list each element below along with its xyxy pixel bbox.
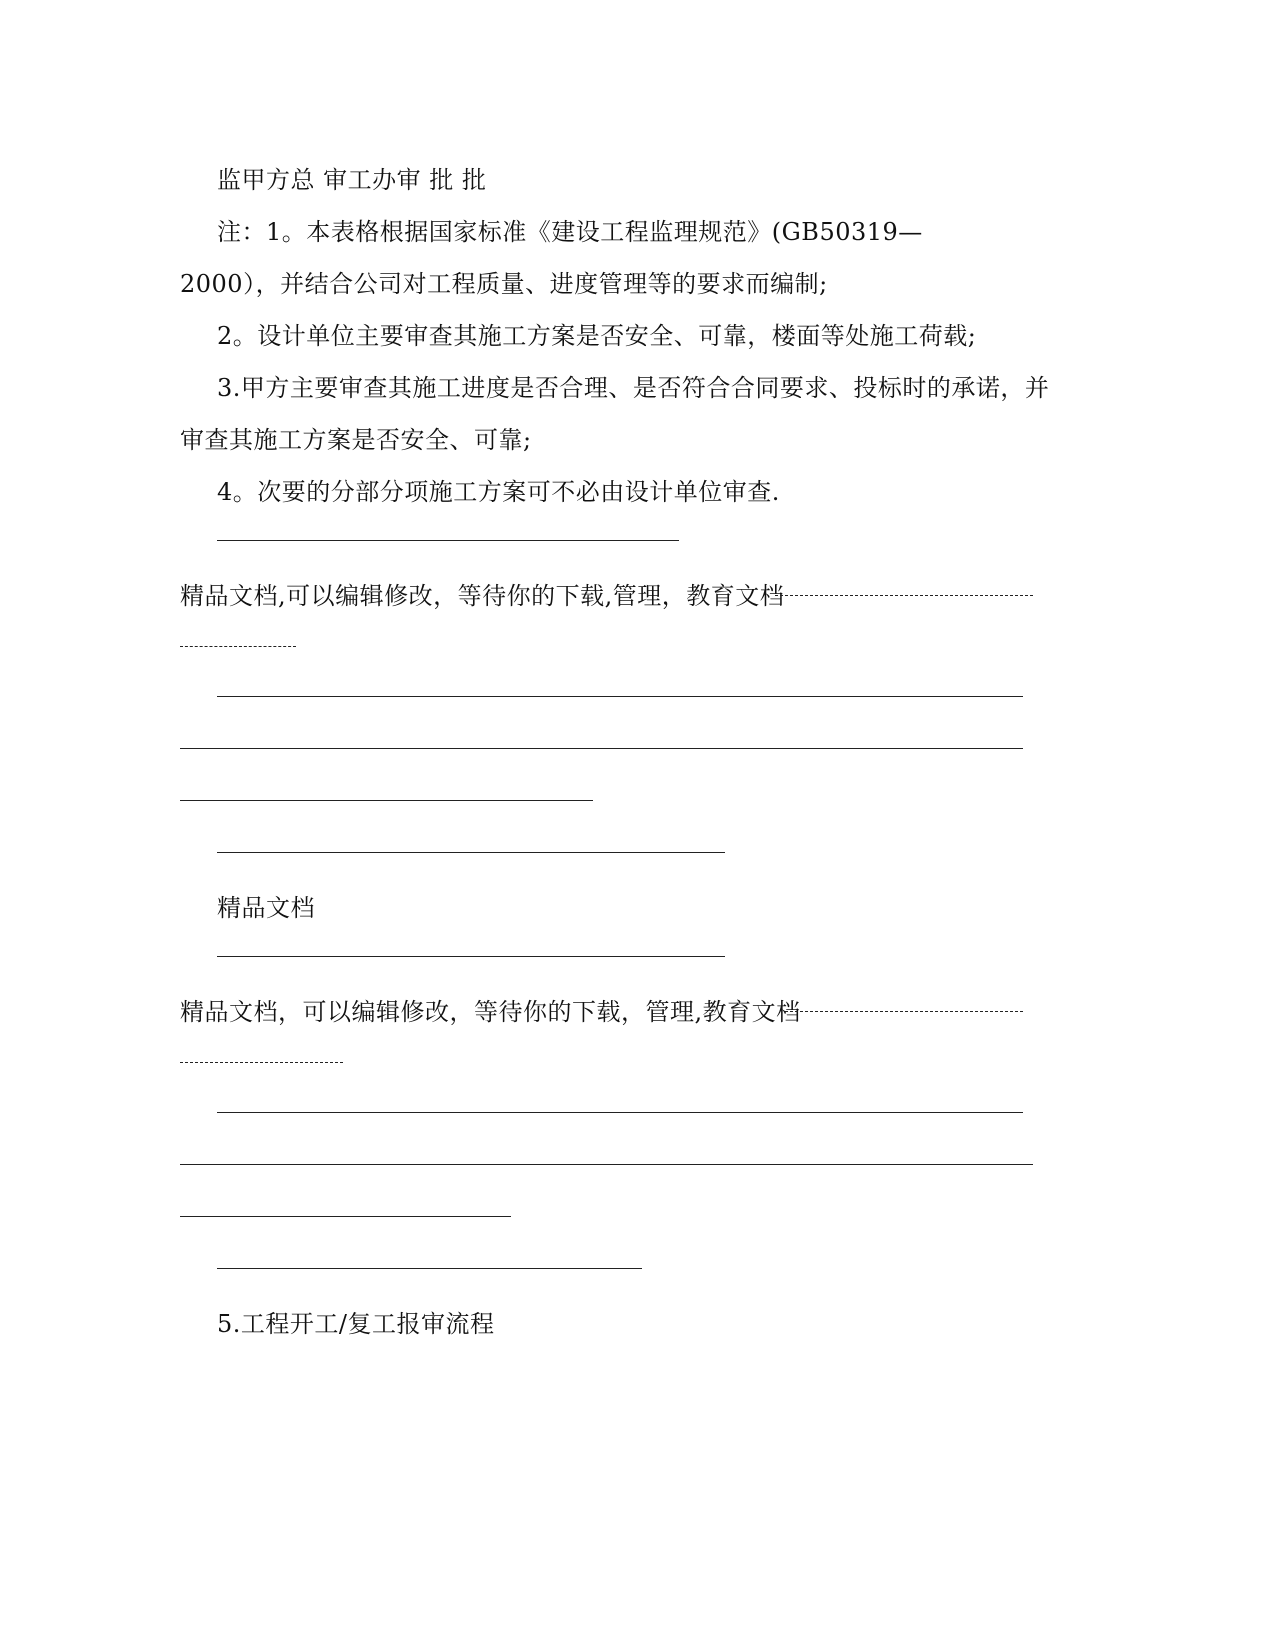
divider-line <box>785 1011 1023 1012</box>
note-1-line-1: 注：1。本表格根据国家标准《建设工程监理规范》(GB50319— <box>217 218 923 246</box>
divider-line <box>180 646 296 647</box>
watermark-text-short: 精品文档 <box>217 894 315 922</box>
section-5-title: 5.工程开工/复工报审流程 <box>217 1310 495 1338</box>
watermark-text-1: 精品文档,可以编辑修改，等待你的下载,管理，教育文档 <box>180 582 785 610</box>
divider-line <box>180 800 593 801</box>
divider-line <box>180 1164 1033 1165</box>
note-2: 2。设计单位主要审查其施工方案是否安全、可靠，楼面等处施工荷载; <box>217 322 977 350</box>
watermark-text-2: 精品文档，可以编辑修改，等待你的下载，管理,教育文档 <box>180 998 801 1026</box>
note-1-line-2: 2000），并结合公司对工程质量、进度管理等的要求而编制; <box>180 270 828 298</box>
divider-line <box>180 1062 343 1063</box>
divider-line <box>180 1216 511 1217</box>
divider-line <box>217 1268 642 1269</box>
note-3-line-1: 3.甲方主要审查其施工进度是否合理、是否符合合同要求、投标时的承诺，并 <box>217 374 1050 402</box>
divider-line <box>217 1112 1023 1113</box>
approval-line: 监甲方总 审工办审 批 批 <box>217 166 487 194</box>
divider-line <box>775 595 1033 596</box>
divider-line <box>217 696 1023 697</box>
divider-line <box>217 852 725 853</box>
divider-line <box>180 748 1023 749</box>
note-3-line-2: 审查其施工方案是否安全、可靠; <box>180 426 532 454</box>
divider-line <box>217 540 679 541</box>
divider-line <box>217 956 725 957</box>
note-4: 4。次要的分部分项施工方案可不必由设计单位审查. <box>217 478 780 506</box>
